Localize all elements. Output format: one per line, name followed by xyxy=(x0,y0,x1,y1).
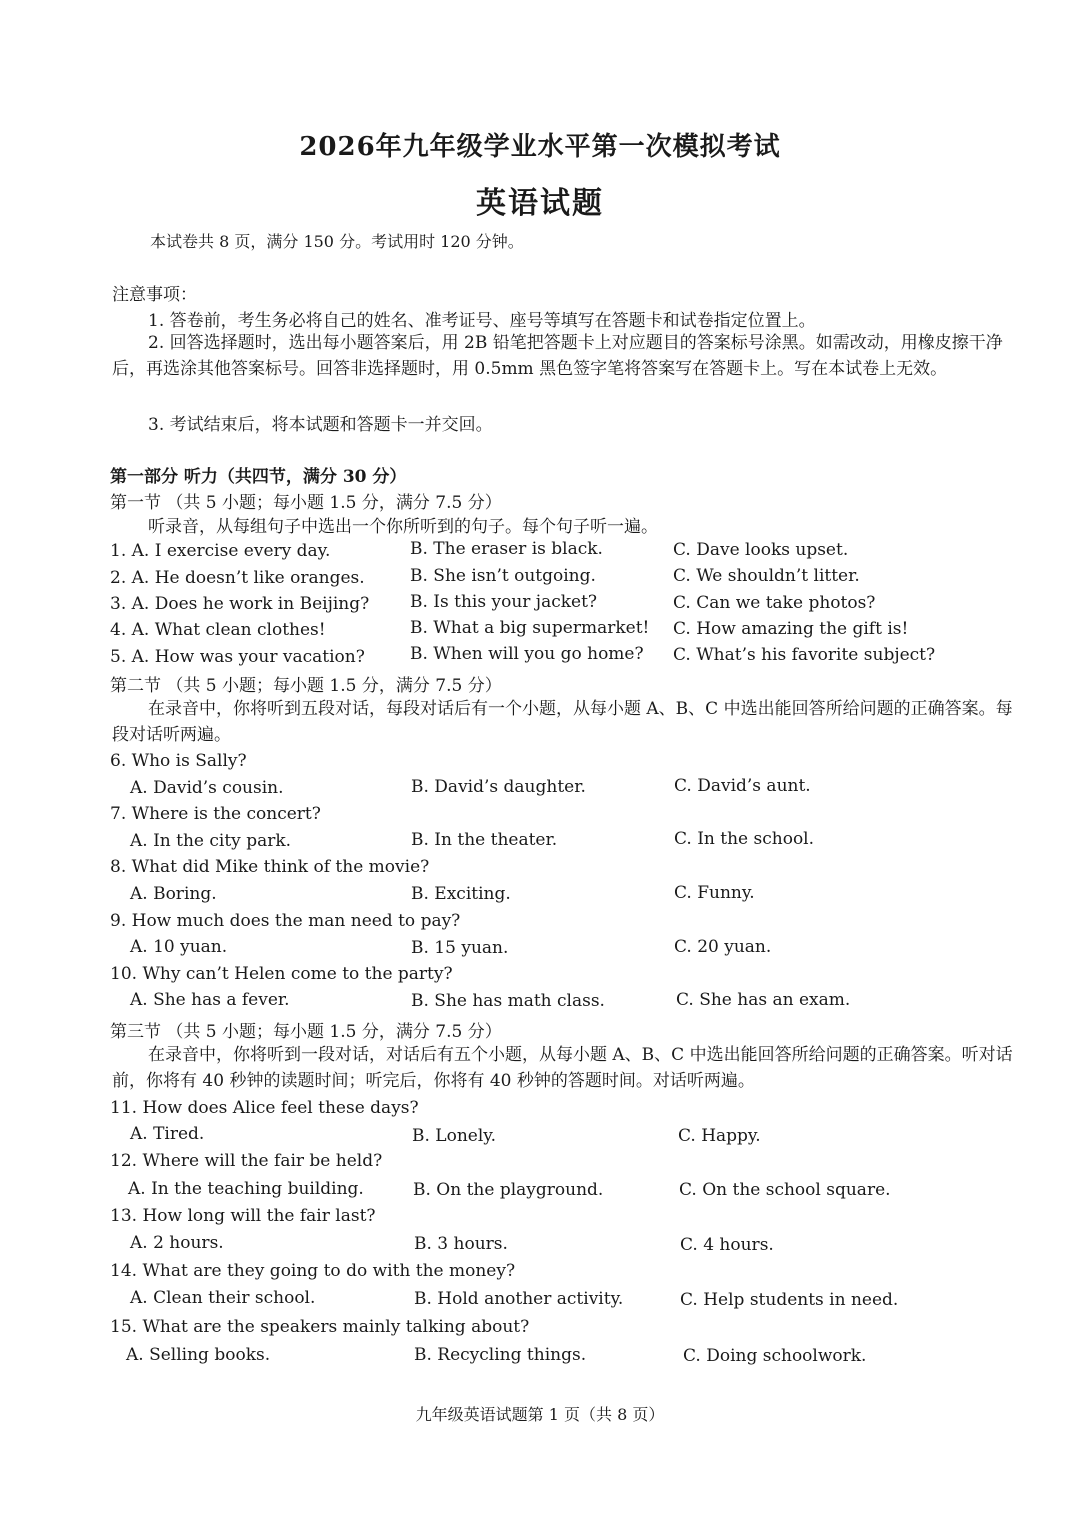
section3-instruction: 在录音中，你将听到一段对话，对话后有五个小题，从每小题 A、B、C 中选出能回答所给问题的正确答案。听对话前，你将有 40 秒钟的读题时间；听完后，你将有 40 秒钟的答题时间。对话听两遍。 xyxy=(112,1045,1013,1091)
section1-instruction: 听录音，从每组句子中选出一个你所听到的句子。每个句子听一遍。 xyxy=(148,517,658,537)
q15-stem: 15. What are the speakers mainly talking about? xyxy=(110,1317,530,1337)
q6-option-c: C. David’s aunt. xyxy=(674,776,811,796)
q6-stem: 6. Who is Sally? xyxy=(110,751,247,771)
q3-option-c: C. Can we take photos? xyxy=(673,593,876,613)
q2-option-b: B. She isn’t outgoing. xyxy=(410,566,596,586)
q12-option-a: A. In the teaching building. xyxy=(128,1179,364,1199)
q1-option-a: 1. A. I exercise every day. xyxy=(110,541,331,561)
q10-option-c: C. She has an exam. xyxy=(676,990,851,1010)
exam-subtitle: 英语试题 xyxy=(476,186,604,221)
part1-heading: 第一部分 听力（共四节，满分 30 分） xyxy=(110,467,407,487)
q9-option-c: C. 20 yuan. xyxy=(674,937,772,957)
q10-stem: 10. Why can’t Helen come to the party? xyxy=(110,964,453,984)
q13-option-a: A. 2 hours. xyxy=(130,1233,224,1253)
q6-option-a: A. David’s cousin. xyxy=(130,778,284,798)
q7-option-c: C. In the school. xyxy=(674,829,815,849)
q5-option-b: B. When will you go home? xyxy=(410,644,644,664)
q12-option-c: C. On the school square. xyxy=(679,1180,891,1200)
q14-option-b: B. Hold another activity. xyxy=(414,1289,624,1309)
q12-option-b: B. On the playground. xyxy=(413,1180,604,1200)
q13-stem: 13. How long will the fair last? xyxy=(110,1206,376,1226)
q11-option-c: C. Happy. xyxy=(678,1126,761,1146)
q6-option-b: B. David’s daughter. xyxy=(411,777,586,797)
q2-option-c: C. We shouldn’t litter. xyxy=(673,566,860,586)
q14-stem: 14. What are they going to do with the money? xyxy=(110,1261,516,1281)
q4-option-c: C. How amazing the gift is! xyxy=(673,619,909,639)
q7-option-b: B. In the theater. xyxy=(411,830,558,850)
q11-option-b: B. Lonely. xyxy=(412,1126,497,1146)
q8-option-c: C. Funny. xyxy=(674,883,755,903)
section2-heading: 第二节 （共 5 小题；每小题 1.5 分，满分 7.5 分） xyxy=(110,676,502,696)
q13-option-c: C. 4 hours. xyxy=(680,1235,774,1255)
exam-info: 本试卷共 8 页，满分 150 分。考试用时 120 分钟。 xyxy=(150,232,524,251)
q10-option-a: A. She has a fever. xyxy=(130,990,290,1010)
q4-option-a: 4. A. What clean clothes! xyxy=(110,620,326,640)
q5-option-a: 5. A. How was your vacation? xyxy=(110,647,365,667)
section1-heading: 第一节 （共 5 小题；每小题 1.5 分，满分 7.5 分） xyxy=(110,493,502,513)
q1-option-b: B. The eraser is black. xyxy=(410,539,603,559)
q9-option-b: B. 15 yuan. xyxy=(411,938,509,958)
note-item-2: 2. 回答选择题时，选出每小题答案后，用 2B 铅笔把答题卡上对应题目的答案标号涂黑。如需改动，用橡皮擦干净后，再选涂其他答案标号。回答非选择题时，用 0.5mm 黑色签字笔将答案写在答题卡上。写在本试卷上无效。 xyxy=(112,333,1003,379)
note-item-3: 3. 考试结束后，将本试题和答题卡一并交回。 xyxy=(148,415,493,435)
q7-stem: 7. Where is the concert? xyxy=(110,804,321,824)
q11-stem: 11. How does Alice feel these days? xyxy=(110,1098,419,1118)
q9-stem: 9. How much does the man need to pay? xyxy=(110,911,461,931)
q11-option-a: A. Tired. xyxy=(130,1124,205,1144)
section3-heading: 第三节 （共 5 小题；每小题 1.5 分，满分 7.5 分） xyxy=(110,1022,502,1042)
q14-option-c: C. Help students in need. xyxy=(680,1290,899,1310)
section2-instruction: 在录音中，你将听到五段对话，每段对话后有一个小题，从每小题 A、B、C 中选出能回答所给问题的正确答案。每段对话听两遍。 xyxy=(112,699,1013,745)
q10-option-b: B. She has math class. xyxy=(411,991,605,1011)
page-footer: 九年级英语试题第 1 页（共 8 页） xyxy=(415,1405,665,1424)
exam-title: 2026年九年级学业水平第一次模拟考试 xyxy=(299,132,781,162)
q3-option-a: 3. A. Does he work in Beijing? xyxy=(110,594,370,614)
q1-option-c: C. Dave looks upset. xyxy=(673,540,849,560)
q5-option-c: C. What’s his favorite subject? xyxy=(673,645,936,665)
notes-heading: 注意事项： xyxy=(112,285,197,305)
q7-option-a: A. In the city park. xyxy=(130,831,292,851)
q3-option-b: B. Is this your jacket? xyxy=(410,592,598,612)
q15-option-c: C. Doing schoolwork. xyxy=(683,1346,867,1366)
note-item-1: 1. 答卷前，考生务必将自己的姓名、准考证号、座号等填写在答题卡和试卷指定位置上。 xyxy=(148,311,816,331)
q8-option-b: B. Exciting. xyxy=(411,884,511,904)
q15-option-a: A. Selling books. xyxy=(126,1345,271,1365)
q4-option-b: B. What a big supermarket! xyxy=(410,618,650,638)
q14-option-a: A. Clean their school. xyxy=(130,1288,316,1308)
q9-option-a: A. 10 yuan. xyxy=(130,937,228,957)
q15-option-b: B. Recycling things. xyxy=(414,1345,587,1365)
q13-option-b: B. 3 hours. xyxy=(414,1234,508,1254)
q12-stem: 12. Where will the fair be held? xyxy=(110,1151,383,1171)
q8-option-a: A. Boring. xyxy=(130,884,217,904)
q2-option-a: 2. A. He doesn’t like oranges. xyxy=(110,568,365,588)
q8-stem: 8. What did Mike think of the movie? xyxy=(110,857,430,877)
